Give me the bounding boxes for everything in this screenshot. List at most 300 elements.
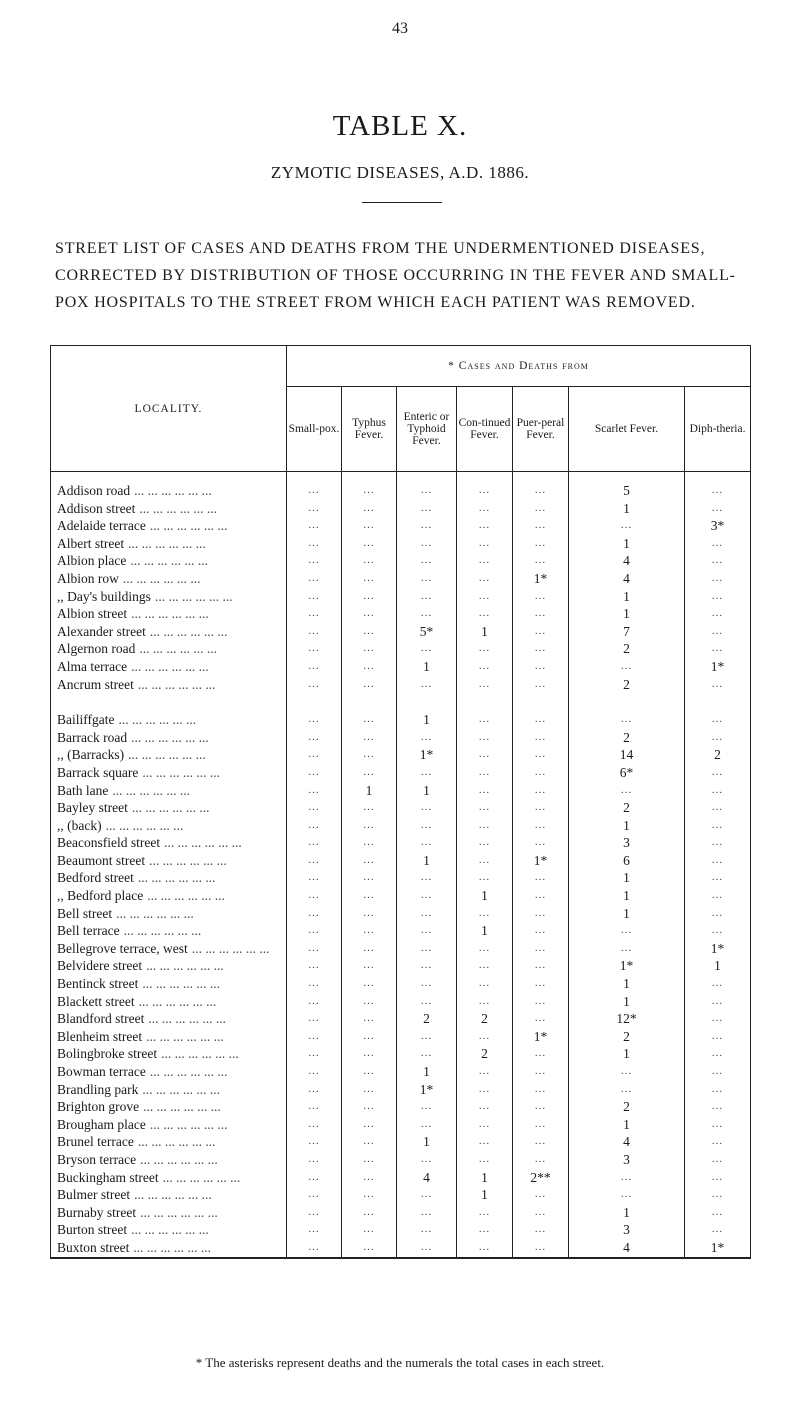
table-row: [51, 1186, 751, 1204]
value-cell: ...: [513, 1186, 569, 1204]
leader-dots: ... ... ... ... ... ...: [149, 518, 228, 534]
value-cell: ...: [457, 1063, 513, 1081]
value-cell: ...: [513, 1204, 569, 1222]
value-cell: ...: [457, 957, 513, 975]
table-row: [51, 782, 751, 800]
value-cell: ...: [342, 975, 397, 993]
locality-cell: [51, 852, 287, 870]
value-cell: ...: [342, 1081, 397, 1099]
table-row: [51, 817, 751, 835]
zymotic-diseases-table: [50, 345, 751, 1259]
value-cell: ...: [397, 940, 457, 958]
page-number: 43: [392, 20, 408, 37]
value-cell: ...: [287, 1010, 342, 1028]
value-cell: ...: [397, 905, 457, 923]
value-cell: ...: [342, 1221, 397, 1239]
leader-dots: ... ... ... ... ... ...: [130, 553, 208, 569]
value-cell: 3: [569, 1151, 685, 1169]
locality-name: Alma terrace: [57, 658, 128, 674]
table-row: [51, 940, 751, 958]
column-header: Enteric or Typhoid Fever.: [397, 387, 457, 472]
leader-dots: ... ... ... ... ... ...: [147, 888, 225, 904]
value-cell: 12*: [569, 1010, 685, 1028]
value-cell: ...: [287, 1221, 342, 1239]
value-cell: ...: [287, 905, 342, 923]
value-cell: ...: [685, 922, 751, 940]
value-cell: 1: [569, 588, 685, 606]
locality-name: Burnaby street: [57, 1204, 137, 1220]
value-cell: ...: [287, 729, 342, 747]
leader-dots: ... ... ... ... ... ...: [149, 852, 227, 868]
value-cell: ...: [287, 957, 342, 975]
value-cell: ...: [397, 517, 457, 535]
value-cell: ...: [457, 799, 513, 817]
group-header: * Cases and Deaths from: [287, 346, 751, 387]
value-cell: ...: [397, 764, 457, 782]
table-row: [51, 605, 751, 623]
value-cell: ...: [513, 676, 569, 694]
locality-name: Bentinck street: [57, 976, 139, 992]
locality-name: Bowman terrace: [57, 1064, 146, 1079]
table-heading: STREET LIST OF CASES AND DEATHS FROM THE UNDERMENTIONED DISEASES, CORRECTED BY DISTRIBUTION OF THOSE OCCURRING IN THE FEVER AND SMALL-POX HOSPITALS TO THE STREET FROM WHICH EACH PATIENT WAS REMOVED.: [55, 240, 736, 311]
locality-name: Buxton street: [57, 1239, 130, 1255]
locality-name: Algernon road: [57, 641, 136, 657]
locality-cell: [51, 1010, 287, 1028]
value-cell: ...: [287, 1045, 342, 1063]
leader-dots: ... ... ... ... ... ...: [134, 483, 212, 498]
leader-dots: ... ... ... ... ... ...: [131, 658, 209, 674]
table-top-gap: [51, 472, 751, 483]
locality-name: Bath lane: [57, 782, 109, 798]
value-cell: 1: [397, 1133, 457, 1151]
value-cell: ...: [287, 1239, 342, 1258]
value-cell: ...: [397, 817, 457, 835]
column-header: Typhus Fever.: [342, 387, 397, 472]
locality-cell: [51, 640, 287, 658]
value-cell: 2: [685, 746, 751, 764]
value-cell: ...: [342, 1116, 397, 1134]
locality-cell: [51, 570, 287, 588]
value-cell: ...: [342, 799, 397, 817]
leader-dots: ... ... ... ... ... ...: [137, 676, 216, 692]
value-cell: ...: [287, 799, 342, 817]
value-cell: ...: [513, 905, 569, 923]
table-row: [51, 905, 751, 923]
leader-dots: ... ... ... ... ... ...: [137, 870, 216, 886]
table-row: [51, 1239, 751, 1258]
locality-cell: [51, 517, 287, 535]
value-cell: ...: [513, 640, 569, 658]
locality-name: Burton street: [57, 1222, 128, 1238]
table-row: [51, 1028, 751, 1046]
value-cell: 1*: [513, 570, 569, 588]
value-cell: ...: [397, 957, 457, 975]
locality-cell: [51, 1116, 287, 1134]
value-cell: ...: [513, 1151, 569, 1169]
value-cell: ...: [457, 905, 513, 923]
value-cell: ...: [397, 834, 457, 852]
value-cell: ...: [513, 552, 569, 570]
value-cell: ...: [685, 1133, 751, 1151]
value-cell: ...: [397, 588, 457, 606]
locality-name: Blenheim street: [57, 1028, 143, 1044]
locality-cell: [51, 658, 287, 676]
value-cell: ...: [685, 1098, 751, 1116]
leader-dots: ... ... ... ... ... ...: [149, 623, 228, 639]
table-row: [51, 482, 751, 500]
leader-dots: ... ... ... ... ... ...: [142, 764, 220, 780]
value-cell: 1: [397, 711, 457, 729]
value-cell: ...: [342, 957, 397, 975]
value-cell: ...: [287, 1186, 342, 1204]
value-cell: ...: [287, 1028, 342, 1046]
value-cell: ...: [342, 500, 397, 518]
value-cell: ...: [457, 552, 513, 570]
locality-cell: [51, 799, 287, 817]
table-row: [51, 1133, 751, 1151]
leader-dots: ... ... ... ... ... ...: [140, 1151, 218, 1167]
value-cell: ...: [685, 1081, 751, 1099]
value-cell: ...: [685, 640, 751, 658]
value-cell: ...: [342, 817, 397, 835]
value-cell: ...: [287, 869, 342, 887]
value-cell: ...: [569, 1063, 685, 1081]
value-cell: ...: [287, 1081, 342, 1099]
table-body: [51, 472, 751, 1258]
value-cell: 1: [397, 1063, 457, 1081]
value-cell: 2**: [513, 1169, 569, 1187]
value-cell: ...: [513, 957, 569, 975]
locality-cell: [51, 1045, 287, 1063]
value-cell: ...: [287, 552, 342, 570]
value-cell: 4: [569, 1239, 685, 1258]
value-cell: ...: [342, 746, 397, 764]
locality-cell: [51, 782, 287, 800]
value-cell: ...: [513, 817, 569, 835]
value-cell: ...: [685, 500, 751, 518]
value-cell: 2: [397, 1010, 457, 1028]
locality-cell: [51, 623, 287, 641]
value-cell: ...: [457, 570, 513, 588]
value-cell: ...: [342, 1204, 397, 1222]
value-cell: 4: [569, 552, 685, 570]
value-cell: 1: [569, 535, 685, 553]
locality-name: Buckingham street: [57, 1169, 159, 1185]
locality-cell: [51, 834, 287, 852]
value-cell: ...: [342, 1028, 397, 1046]
value-cell: ...: [513, 1116, 569, 1134]
locality-name: ,, Day's buildings: [57, 588, 151, 604]
value-cell: ...: [457, 869, 513, 887]
value-cell: ...: [569, 782, 685, 800]
table-row: [51, 500, 751, 518]
value-cell: ...: [457, 1151, 513, 1169]
value-cell: ...: [513, 729, 569, 747]
value-cell: ...: [457, 1221, 513, 1239]
leader-dots: ... ... ... ... ... ...: [139, 641, 217, 657]
value-cell: ...: [287, 658, 342, 676]
value-cell: ...: [397, 887, 457, 905]
locality-name: Bulmer street: [57, 1187, 131, 1203]
value-cell: ...: [342, 1239, 397, 1258]
value-cell: ...: [457, 1204, 513, 1222]
value-cell: ...: [685, 799, 751, 817]
value-cell: 14: [569, 746, 685, 764]
locality-cell: [51, 975, 287, 993]
value-cell: ...: [287, 1063, 342, 1081]
locality-name: Adelaide terrace: [57, 518, 146, 534]
value-cell: ...: [342, 676, 397, 694]
locality-name: Blandford street: [57, 1011, 145, 1027]
value-cell: 1*: [569, 957, 685, 975]
value-cell: 1*: [685, 1239, 751, 1258]
table-row: [51, 711, 751, 729]
locality-name: Brunel terrace: [57, 1134, 134, 1150]
value-cell: ...: [397, 1221, 457, 1239]
locality-cell: [51, 746, 287, 764]
locality-cell: [51, 605, 287, 623]
value-cell: ...: [287, 605, 342, 623]
locality-cell: [51, 940, 287, 958]
value-cell: ...: [685, 729, 751, 747]
table-row: [51, 852, 751, 870]
value-cell: 2: [569, 729, 685, 747]
locality-cell: [51, 1063, 287, 1081]
locality-cell: [51, 817, 287, 835]
subtitle: ZYMOTIC DISEASES, A.D. 1886.: [270, 163, 530, 182]
value-cell: ...: [397, 1098, 457, 1116]
locality-cell: [51, 1028, 287, 1046]
locality-name: Bolingbroke street: [57, 1046, 158, 1062]
value-cell: ...: [397, 869, 457, 887]
value-cell: ...: [457, 729, 513, 747]
locality-cell: [51, 1081, 287, 1099]
value-cell: ...: [685, 764, 751, 782]
leader-dots: ... ... ... ... ... ...: [133, 1239, 211, 1255]
value-cell: 2: [569, 1098, 685, 1116]
value-cell: ...: [513, 1081, 569, 1099]
locality-cell: [51, 869, 287, 887]
value-cell: 1: [457, 1169, 513, 1187]
value-cell: 1*: [685, 658, 751, 676]
locality-name: Albion row: [57, 570, 119, 586]
value-cell: 6*: [569, 764, 685, 782]
value-cell: ...: [287, 711, 342, 729]
table-row: [51, 1045, 751, 1063]
value-cell: ...: [513, 834, 569, 852]
value-cell: ...: [513, 1045, 569, 1063]
value-cell: 1: [457, 1186, 513, 1204]
value-cell: ...: [287, 1098, 342, 1116]
value-cell: ...: [287, 570, 342, 588]
value-cell: ...: [513, 535, 569, 553]
value-cell: ...: [685, 1221, 751, 1239]
value-cell: ...: [685, 1045, 751, 1063]
value-cell: ...: [685, 869, 751, 887]
table-row: [51, 1010, 751, 1028]
value-cell: ...: [685, 834, 751, 852]
value-cell: ...: [287, 852, 342, 870]
value-cell: ...: [457, 1081, 513, 1099]
value-cell: ...: [397, 993, 457, 1011]
value-cell: ...: [457, 764, 513, 782]
value-cell: ...: [342, 887, 397, 905]
leader-dots: ... ... ... ... ... ...: [131, 729, 209, 745]
locality-name: Bell street: [57, 905, 113, 921]
column-header: Small-pox.: [287, 387, 342, 472]
value-cell: ...: [685, 993, 751, 1011]
value-cell: ...: [457, 1098, 513, 1116]
value-cell: 5: [569, 482, 685, 500]
value-cell: ...: [342, 658, 397, 676]
value-cell: 1: [569, 817, 685, 835]
value-cell: ...: [342, 852, 397, 870]
value-cell: ...: [513, 887, 569, 905]
value-cell: ...: [397, 1045, 457, 1063]
locality-name: ,, (Barracks): [57, 747, 125, 763]
leader-dots: ... ... ... ... ... ...: [140, 1204, 218, 1220]
value-cell: ...: [457, 517, 513, 535]
value-cell: ...: [513, 1010, 569, 1028]
locality-name: Albion place: [57, 553, 127, 569]
value-cell: 2: [569, 676, 685, 694]
leader-dots: ... ... ... ... ... ...: [122, 570, 201, 586]
value-cell: ...: [342, 764, 397, 782]
value-cell: ...: [397, 1204, 457, 1222]
locality-name: Addison street: [57, 500, 136, 516]
value-cell: ...: [287, 1133, 342, 1151]
value-cell: 1: [457, 922, 513, 940]
value-cell: ...: [685, 1010, 751, 1028]
value-cell: ...: [287, 782, 342, 800]
table-row: [51, 993, 751, 1011]
value-cell: 4: [569, 1133, 685, 1151]
value-cell: ...: [287, 746, 342, 764]
value-cell: 1*: [397, 1081, 457, 1099]
value-cell: ...: [397, 500, 457, 518]
value-cell: ...: [685, 887, 751, 905]
value-cell: 2: [457, 1045, 513, 1063]
value-cell: 1: [569, 887, 685, 905]
value-cell: 3: [569, 1221, 685, 1239]
value-cell: ...: [457, 500, 513, 518]
locality-cell: [51, 535, 287, 553]
leader-dots: ... ... ... ... ... ...: [143, 1099, 221, 1115]
value-cell: ...: [342, 993, 397, 1011]
leader-dots: ... ... ... ... ... ...: [149, 1116, 228, 1132]
value-cell: ...: [342, 1133, 397, 1151]
value-cell: ...: [342, 570, 397, 588]
value-cell: ...: [685, 1063, 751, 1081]
locality-cell: [51, 1169, 287, 1187]
locality-name: Beaumont street: [57, 852, 146, 868]
value-cell: ...: [457, 640, 513, 658]
value-cell: ...: [457, 940, 513, 958]
value-cell: ...: [342, 623, 397, 641]
value-cell: ...: [287, 482, 342, 500]
locality-cell: [51, 993, 287, 1011]
value-cell: ...: [513, 1133, 569, 1151]
table-row: [51, 746, 751, 764]
locality-name: ,, (back): [57, 817, 102, 833]
value-cell: ...: [513, 711, 569, 729]
leader-dots: ... ... ... ... ... ...: [118, 712, 197, 728]
table-row: [51, 676, 751, 694]
value-cell: ...: [513, 1098, 569, 1116]
locality-name: Bellegrove terrace, west: [57, 940, 188, 956]
leader-dots: ... ... ... ... ... ...: [138, 993, 217, 1009]
value-cell: 1: [397, 782, 457, 800]
value-cell: ...: [342, 940, 397, 958]
locality-name: Blackett street: [57, 993, 135, 1009]
value-cell: 1: [569, 993, 685, 1011]
value-cell: ...: [685, 1151, 751, 1169]
value-cell: 2: [569, 1028, 685, 1046]
value-cell: 1: [569, 905, 685, 923]
leader-dots: ... ... ... ... ... ...: [142, 976, 220, 992]
value-cell: ...: [685, 1186, 751, 1204]
value-cell: ...: [457, 658, 513, 676]
value-cell: ...: [397, 729, 457, 747]
value-cell: ...: [457, 1239, 513, 1258]
locality-name: Bryson terrace: [57, 1151, 137, 1167]
locality-name: Bailiffgate: [57, 712, 115, 728]
locality-cell: [51, 729, 287, 747]
value-cell: ...: [569, 711, 685, 729]
value-cell: ...: [287, 1204, 342, 1222]
value-cell: 1: [569, 1116, 685, 1134]
column-header: Diph-theria.: [685, 387, 751, 472]
value-cell: ...: [685, 975, 751, 993]
value-cell: ...: [457, 482, 513, 500]
value-cell: ...: [513, 975, 569, 993]
leader-dots: ... ... ... ... ... ...: [105, 817, 184, 833]
value-cell: ...: [342, 640, 397, 658]
value-cell: ...: [342, 1186, 397, 1204]
locality-name: Bell terrace: [57, 923, 120, 939]
value-cell: ...: [342, 1045, 397, 1063]
leader-dots: ... ... ... ... ... ...: [128, 747, 206, 763]
value-cell: ...: [287, 676, 342, 694]
locality-cell: [51, 500, 287, 518]
value-cell: ...: [397, 640, 457, 658]
value-cell: 1: [569, 605, 685, 623]
column-header: Scarlet Fever.: [569, 387, 685, 472]
leader-dots: ... ... ... ... ... ...: [137, 1134, 216, 1150]
value-cell: ...: [287, 623, 342, 641]
locality-name: Brandling park: [57, 1081, 139, 1097]
value-cell: ...: [513, 517, 569, 535]
value-cell: ...: [685, 605, 751, 623]
locality-cell: [51, 957, 287, 975]
value-cell: ...: [287, 922, 342, 940]
locality-cell: [51, 922, 287, 940]
value-cell: 1*: [513, 852, 569, 870]
value-cell: ...: [342, 1151, 397, 1169]
section-spacer: [51, 693, 751, 711]
value-cell: ...: [513, 658, 569, 676]
locality-name: Albert street: [57, 535, 125, 551]
value-cell: 7: [569, 623, 685, 641]
table-row: [51, 957, 751, 975]
value-cell: ...: [287, 887, 342, 905]
value-cell: ...: [457, 993, 513, 1011]
leader-dots: ... ... ... ... ... ...: [128, 535, 206, 551]
leader-dots: ... ... ... ... ... ...: [162, 1169, 241, 1185]
value-cell: ...: [685, 817, 751, 835]
value-cell: ...: [342, 1010, 397, 1028]
locality-cell: [51, 1098, 287, 1116]
